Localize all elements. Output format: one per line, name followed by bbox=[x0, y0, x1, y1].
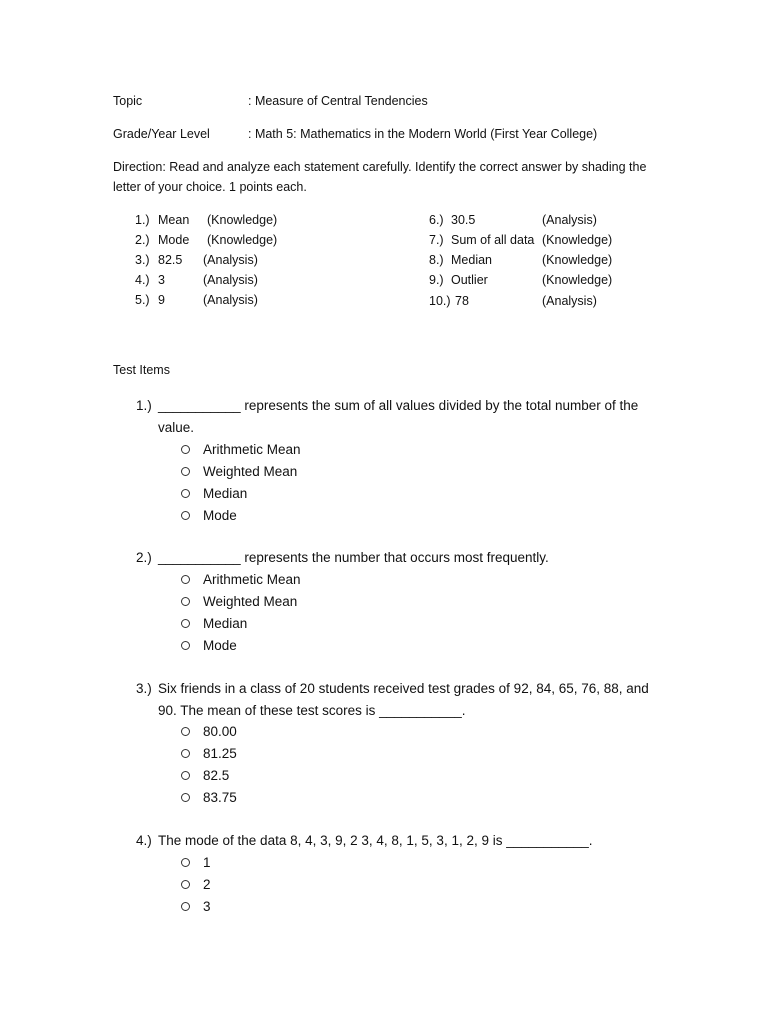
option-label: 1 bbox=[203, 855, 211, 870]
key-answer: Mean bbox=[158, 213, 190, 227]
grade-label: Grade/Year Level bbox=[113, 127, 210, 141]
key-num: 1.) bbox=[135, 213, 150, 227]
question-text: Six friends in a class of 20 students received test grades of 92, 84, 65, 76, 88, and bbox=[158, 681, 649, 696]
question-number: 4.) bbox=[136, 833, 152, 848]
key-level: (Analysis) bbox=[203, 293, 258, 307]
option-label: 81.25 bbox=[203, 746, 237, 761]
key-answer: 82.5 bbox=[158, 253, 183, 267]
radio-icon[interactable] bbox=[181, 467, 190, 476]
radio-icon[interactable] bbox=[181, 771, 190, 780]
key-num: 3.) bbox=[135, 253, 150, 267]
key-level: (Analysis) bbox=[542, 213, 597, 227]
topic-value: : Measure of Central Tendencies bbox=[248, 94, 428, 108]
radio-icon[interactable] bbox=[181, 793, 190, 802]
radio-icon[interactable] bbox=[181, 597, 190, 606]
question-text: ___________ represents the sum of all values divided by the total number of the bbox=[158, 398, 639, 413]
key-num: 8.) bbox=[429, 253, 444, 267]
question-text: The mode of the data 8, 4, 3, 9, 2 3, 4, 8, 1, 5, 3, 1, 2, 9 is ___________. bbox=[158, 833, 593, 848]
key-answer: Mode bbox=[158, 233, 190, 247]
key-num: 9.) bbox=[429, 273, 444, 287]
question-text: ___________ represents the number that occurs most frequently. bbox=[158, 550, 549, 565]
radio-icon[interactable] bbox=[181, 575, 190, 584]
question-number: 1.) bbox=[136, 398, 152, 413]
key-level: (Analysis) bbox=[203, 253, 258, 267]
key-num: 7.) bbox=[429, 233, 444, 247]
key-level: (Knowledge) bbox=[207, 233, 278, 247]
topic-label: Topic bbox=[113, 94, 143, 108]
key-num: 10.) bbox=[429, 294, 451, 308]
radio-icon[interactable] bbox=[181, 858, 190, 867]
radio-icon[interactable] bbox=[181, 489, 190, 498]
key-num: 2.) bbox=[135, 233, 150, 247]
option-label: 83.75 bbox=[203, 790, 237, 805]
option-label: 80.00 bbox=[203, 724, 237, 739]
radio-icon[interactable] bbox=[181, 902, 190, 911]
option-label: Arithmetic Mean bbox=[203, 572, 301, 587]
key-answer: Median bbox=[451, 253, 492, 267]
question-number: 3.) bbox=[136, 681, 152, 696]
key-answer: Sum of all data bbox=[451, 233, 535, 247]
key-level: (Analysis) bbox=[203, 273, 258, 287]
key-answer: 3 bbox=[158, 273, 165, 287]
radio-icon[interactable] bbox=[181, 749, 190, 758]
question-number: 2.) bbox=[136, 550, 152, 565]
option-label: Median bbox=[203, 486, 248, 501]
radio-icon[interactable] bbox=[181, 445, 190, 454]
direction-line-1: Direction: Read and analyze each statement carefully. Identify the correct answer by shading the bbox=[113, 160, 647, 174]
radio-icon[interactable] bbox=[181, 619, 190, 628]
key-level: (Knowledge) bbox=[542, 253, 613, 267]
radio-icon[interactable] bbox=[181, 511, 190, 520]
key-level: (Analysis) bbox=[542, 294, 597, 308]
key-level: (Knowledge) bbox=[207, 213, 278, 227]
option-label: Mode bbox=[203, 508, 237, 523]
option-label: 2 bbox=[203, 877, 211, 892]
option-label: Weighted Mean bbox=[203, 464, 298, 479]
question-text: 90. The mean of these test scores is ___________. bbox=[158, 703, 466, 718]
radio-icon[interactable] bbox=[181, 880, 190, 889]
option-label: Weighted Mean bbox=[203, 594, 298, 609]
key-answer: 30.5 bbox=[451, 213, 476, 227]
option-label: Mode bbox=[203, 638, 237, 653]
key-answer: 9 bbox=[158, 293, 165, 307]
option-label: 82.5 bbox=[203, 768, 230, 783]
key-num: 6.) bbox=[429, 213, 444, 227]
key-answer: 78 bbox=[455, 294, 469, 308]
direction-line-2: letter of your choice. 1 points each. bbox=[113, 180, 307, 194]
key-num: 4.) bbox=[135, 273, 150, 287]
radio-icon[interactable] bbox=[181, 641, 190, 650]
key-level: (Knowledge) bbox=[542, 273, 613, 287]
test-items-heading: Test Items bbox=[113, 363, 170, 377]
radio-icon[interactable] bbox=[181, 727, 190, 736]
question-text: value. bbox=[158, 420, 195, 435]
grade-value: : Math 5: Mathematics in the Modern World (First Year College) bbox=[248, 127, 598, 141]
option-label: 3 bbox=[203, 899, 211, 914]
key-level: (Knowledge) bbox=[542, 233, 613, 247]
key-num: 5.) bbox=[135, 293, 150, 307]
key-answer: Outlier bbox=[451, 273, 488, 287]
option-label: Median bbox=[203, 616, 248, 631]
option-label: Arithmetic Mean bbox=[203, 442, 301, 457]
